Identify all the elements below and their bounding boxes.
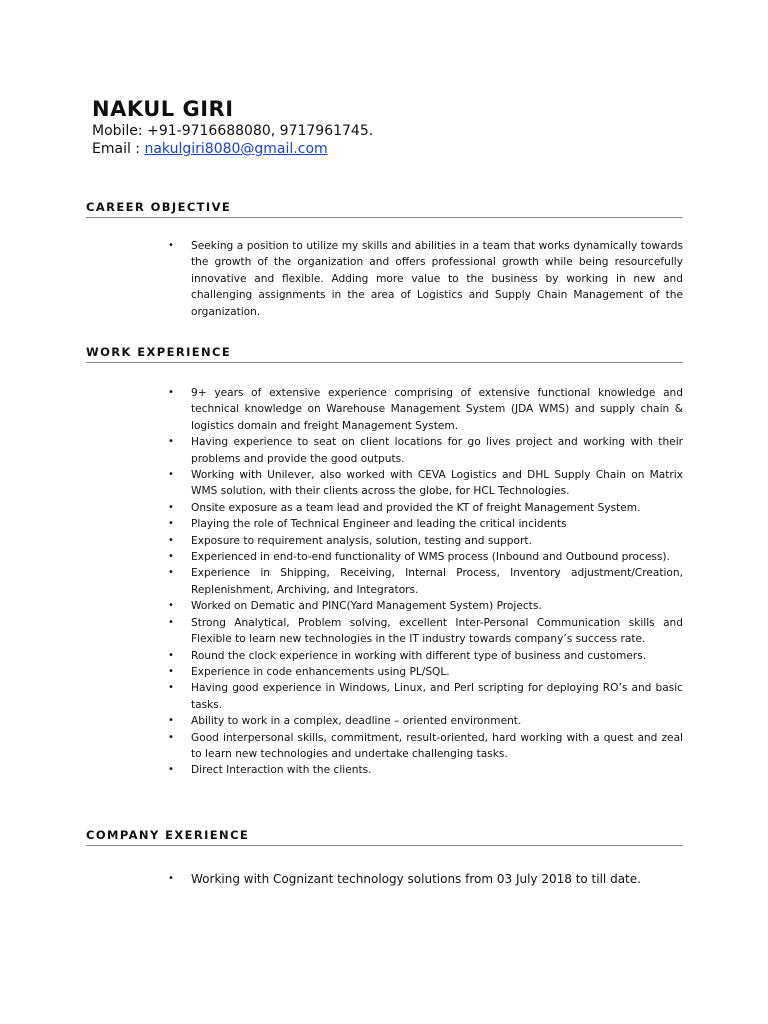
list-item xyxy=(165,549,683,565)
list-item-text: Ability to work in a complex, deadline – oriented environment. xyxy=(191,715,522,728)
list-item xyxy=(165,870,683,888)
contact-block xyxy=(92,122,373,158)
bullet-icon: • xyxy=(168,665,174,677)
list-item-text: Good interpersonal skills, commitment, result-oriented, hard working with a quest and zeal to learn new technologies and undertake challenging tasks. xyxy=(191,731,683,760)
bullet-icon: • xyxy=(168,567,174,579)
list-item-text: Onsite exposure as a team lead and provided the KT of freight Management System. xyxy=(191,501,641,514)
list-item xyxy=(165,385,683,434)
list-item-text: Worked on Dematic and PINC(Yard Management System) Projects. xyxy=(191,600,542,613)
list-item-text: Playing the role of Technical Engineer and leading the critical incidents xyxy=(191,518,567,531)
bullet-icon: • xyxy=(168,469,174,481)
list-item-text: Round the clock experience in working with different type of business and customers. xyxy=(191,649,647,662)
bullet-icon: • xyxy=(168,731,174,743)
list-item-text: Having experience to seat on client locations for go lives project and working with their problems and provide the good outputs. xyxy=(191,436,683,465)
section-heading-career-objective: CAREER OBJECTIVE xyxy=(86,200,683,218)
company-experience-list xyxy=(165,870,683,888)
work-experience-list xyxy=(165,385,683,779)
candidate-name: NAKUL GIRI xyxy=(92,97,234,121)
list-item xyxy=(165,762,683,778)
bullet-icon: • xyxy=(168,873,174,884)
list-item-text: Working with Cognizant technology solutions from 03 July 2018 to till date. xyxy=(191,872,641,886)
bullet-icon: • xyxy=(168,715,174,727)
section-heading-work-experience: WORK EXPERIENCE xyxy=(86,345,683,363)
bullet-icon: • xyxy=(168,600,174,612)
career-objective-list xyxy=(165,238,683,320)
list-item-text: Having good experience in Windows, Linux, and Perl scripting for deploying RO’s and basic tasks. xyxy=(191,682,683,711)
list-item xyxy=(165,516,683,532)
bullet-icon: • xyxy=(168,534,174,546)
section-heading-company-experience: COMPANY EXERIENCE xyxy=(86,828,683,846)
mobile-line: Mobile: +91-9716688080, 9717961745. xyxy=(92,123,374,139)
list-item xyxy=(165,680,683,713)
list-item-text: Seeking a position to utilize my skills and abilities in a team that works dynamically towards the growth of the organization and offers professional growth while being resourcefully innovative and flexible. Adding more value to the business by working in new and challenging assignments in the area of Logistics and Supply Chain Management of the organization. xyxy=(191,240,683,318)
list-item-text: Experience in code enhancements using PL/SQL. xyxy=(191,665,450,678)
list-item-text: Direct Interaction with the clients. xyxy=(191,764,372,777)
list-item xyxy=(165,500,683,516)
list-item-text: Experience in Shipping, Receiving, Internal Process, Inventory adjustment/Creation, Replenishment, Archiving, and Integrators. xyxy=(191,567,683,596)
list-item xyxy=(165,467,683,500)
list-item-text: Working with Unilever, also worked with CEVA Logistics and DHL Supply Chain on Matrix WMS solution, with their clients across the globe, for HCL Technologies. xyxy=(191,469,683,498)
email-link[interactable]: nakulgiri8080@gmail.com xyxy=(144,141,328,157)
email-line xyxy=(92,140,373,158)
list-item-text: Strong Analytical, Problem solving, excellent Inter-Personal Communication skills and Flexible to learn new technologies in the IT industry towards company’s success rate. xyxy=(191,616,683,646)
list-item xyxy=(165,533,683,549)
list-item xyxy=(165,730,683,763)
list-item xyxy=(165,664,683,680)
list-item xyxy=(165,598,683,614)
bullet-icon: • xyxy=(168,616,174,628)
email-label: Email : xyxy=(92,141,141,157)
list-item-text: 9+ years of extensive experience comprising of extensive functional knowledge and technical knowledge on Warehouse Management System (JDA WMS) and supply chain & logistics domain and freight Management System. xyxy=(191,387,683,432)
bullet-icon: • xyxy=(168,240,174,251)
list-item-text: Experienced in end-to-end functionality of WMS process (Inbound and Outbound process). xyxy=(191,551,670,564)
list-item xyxy=(165,565,683,598)
bullet-icon: • xyxy=(168,387,174,398)
bullet-icon: • xyxy=(168,764,174,776)
list-item xyxy=(165,434,683,467)
list-item xyxy=(165,713,683,729)
list-item xyxy=(165,648,683,664)
bullet-icon: • xyxy=(168,682,174,694)
bullet-icon: • xyxy=(168,649,174,661)
bullet-icon: • xyxy=(168,518,174,530)
list-item xyxy=(165,615,683,648)
list-item-text: Exposure to requirement analysis, solution, testing and support. xyxy=(191,534,532,547)
bullet-icon: • xyxy=(168,501,174,513)
bullet-icon: • xyxy=(168,436,174,448)
list-item xyxy=(165,238,683,320)
bullet-icon: • xyxy=(168,551,174,563)
